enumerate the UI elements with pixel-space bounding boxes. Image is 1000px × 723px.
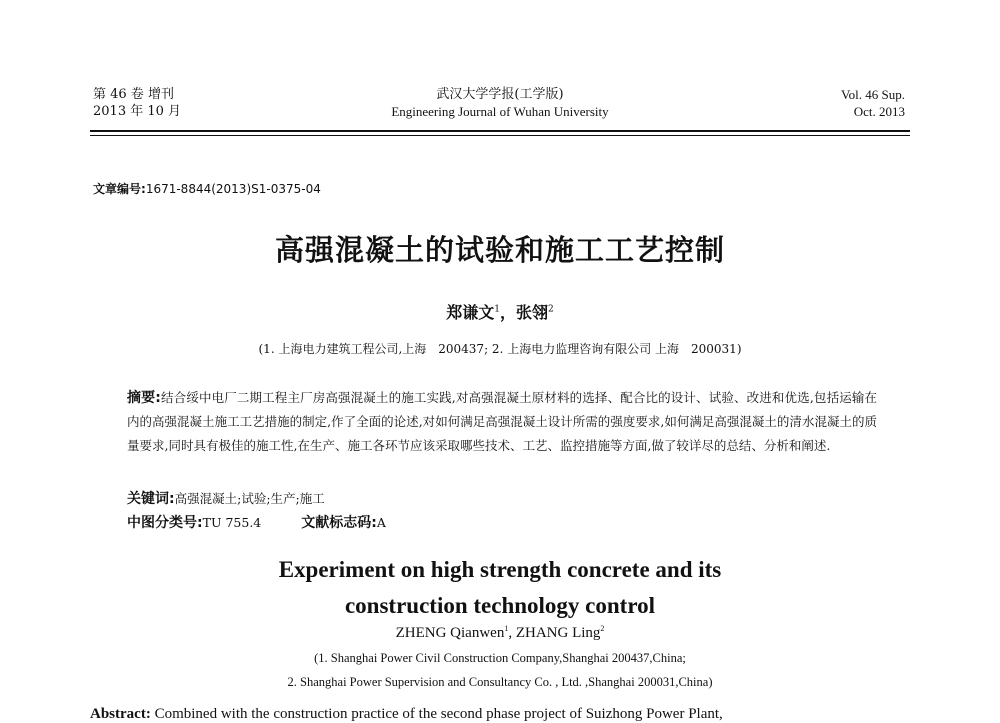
title-line-2: construction technology control (344, 593, 656, 618)
clc-label: 中图分类号: (127, 515, 203, 531)
header-rule-thick (90, 130, 910, 132)
abstract-label-en: Abstract: (90, 706, 151, 722)
abstract-text-cn: 结合绥中电厂二期工程主厂房高强混凝土的施工实践,对高强混凝土原材料的选择、配合比的设计、试验、改进和优选,包括运输在内的高强混凝土施工工艺措施的制定,作了全面的论述,对如何满足高强混凝土设计所需的强度要求,如何满足高强混凝土的清水混凝土的质量要求,同时具有极佳的施工性,在生产、施工各环节应该采取哪些技术、工艺、监控措施等方面,做了较详尽的总结、分析和阐述. (127, 390, 877, 453)
article-id-label: 文章编号: (93, 182, 146, 196)
author-affil-mark: 2 (548, 304, 554, 315)
journal-name-cn: 武汉大学学报(工学版) (436, 87, 564, 102)
author-name: 郑谦文 (446, 303, 495, 322)
authors-cn (0, 300, 1000, 323)
keywords-text: 高强混凝土;试验;生产;施工 (174, 491, 325, 506)
clc-value: TU 755.4 (202, 515, 262, 530)
author-name-en: ZHENG Qianwen (395, 625, 505, 641)
keywords-label: 关键词: (127, 491, 175, 507)
doc-code-value: A (376, 515, 386, 530)
author-affil-mark: 1 (494, 304, 500, 315)
volume-en: Vol. 46 Sup. (840, 87, 905, 102)
paper-title-en (0, 552, 1000, 624)
abstract-en (90, 706, 723, 723)
author-name-en: ZHANG Ling (515, 625, 601, 641)
abstract-cn (127, 386, 877, 458)
publication-date: 2013 年 10 月 (93, 104, 182, 119)
header-rule-thin (90, 135, 910, 136)
paper-title-cn: 高强混凝土的试验和施工工艺控制 (274, 233, 725, 267)
running-header-right (841, 86, 905, 120)
affiliation-en-1: (1. Shanghai Power Civil Construction Company,Shanghai 200437,China; (314, 651, 686, 665)
doc-code-label: 文献标志码: (301, 515, 377, 531)
title-line-1: Experiment on high strength concrete and its (278, 557, 722, 582)
date-en: Oct. 2013 (853, 104, 905, 119)
author-separator-en: , (508, 625, 516, 641)
classification-line (127, 512, 386, 532)
article-id-value: 1671-8844(2013)S1-0375-04 (145, 182, 321, 196)
author-affil-mark-en: 1 (504, 624, 509, 633)
affiliation-en-2: 2. Shanghai Power Supervision and Consultancy Co. , Ltd. ,Shanghai 200031,China) (287, 675, 713, 689)
author-name: 张翎 (516, 303, 549, 322)
volume-issue: 第 46 卷 增刊 (93, 87, 174, 102)
authors-en (0, 624, 1000, 642)
abstract-label-cn: 摘要: (127, 390, 161, 406)
affiliations-cn: (1. 上海电力建筑工程公司,上海 200437; 2. 上海电力监理咨询有限公司 上海 200031) (258, 342, 742, 356)
author-affil-mark-en: 2 (600, 624, 605, 633)
article-id (93, 180, 321, 197)
abstract-text-en: Combined with the construction practice of the second phase project of Suizhong Power Plant, (154, 706, 723, 722)
author-separator: ， (499, 303, 516, 322)
keywords-cn (127, 488, 325, 508)
journal-name-en: Engineering Journal of Wuhan University (391, 104, 609, 119)
